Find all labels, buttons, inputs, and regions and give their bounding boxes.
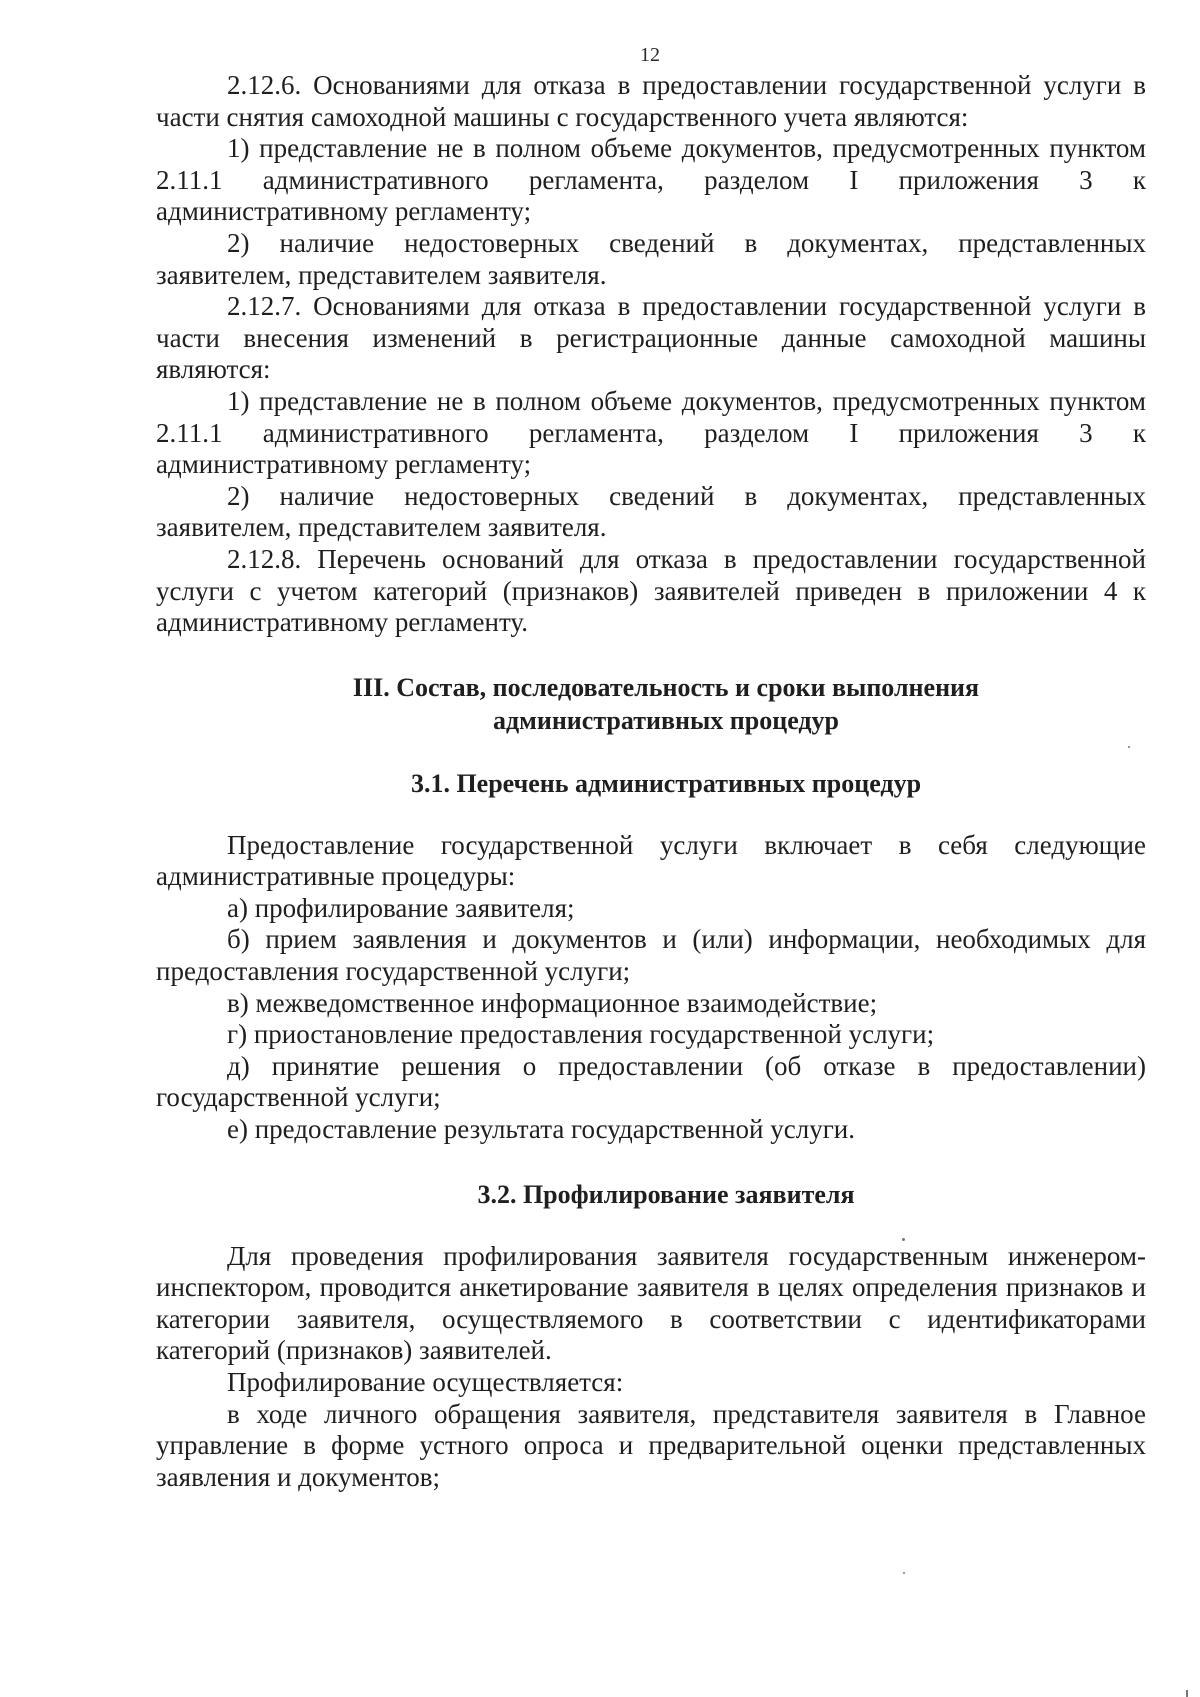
subsection-3-2-paragraph-1: Для проведения профилирования заявителя государственным инженером-инспектором, проводится анкетирование заявителя в целях определения признаков и категории заявителя, осуществляемого в соответствии с идентификаторами категорий (признаков) заявителей.: [156, 1240, 1146, 1366]
paragraph-2-12-7-item-2: 2) наличие недостоверных сведений в документах, представленных заявителем, представителем заявителя.: [156, 480, 1146, 543]
procedure-item-g: г) приостановление предоставления государственной услуги;: [227, 1019, 935, 1050]
scan-speck: [1128, 746, 1130, 748]
procedure-item-b: б) прием заявления и документов и (или) информации, необходимых для предоставления государственной услуги;: [156, 924, 1146, 987]
paragraph-2-12-6-item-2: 2) наличие недостоверных сведений в документах, представленных заявителем, представителем заявителя.: [156, 227, 1146, 290]
subsection-3-2-paragraph-2: Профилирование осуществляется:: [227, 1367, 624, 1397]
section-3-title-line-1: III. Состав, последовательность и сроки выполнения: [352, 672, 980, 702]
procedure-item-d: д) принятие решения о предоставлении (об отказе в предоставлении) государственной услуги;: [156, 1050, 1146, 1113]
subsection-3-1-intro: Предоставление государственной услуги включает в себя следующие административные процедуры:: [156, 829, 1146, 892]
paragraph-2-12-7: 2.12.7. Основаниями для отказа в предоставлении государственной услуги в части внесения изменений в регистрационные данные самоходной машины являются:: [156, 291, 1146, 385]
procedure-item-v: в) межведомственное информационное взаимодействие;: [227, 987, 878, 1018]
paragraph-2-12-6: 2.12.6. Основаниями для отказа в предоставлении государственной услуги в части снятия самоходной машины с государственного учета являются:: [156, 70, 1146, 132]
procedure-item-a: а) профилирование заявителя;: [227, 892, 575, 923]
scan-speck: [903, 1572, 905, 1574]
paragraph-2-12-8: 2.12.8. Перечень оснований для отказа в предоставлении государственной услуги с учетом категорий (признаков) заявителей приведен в приложении 4 к административному регламенту.: [156, 543, 1146, 638]
subsection-3-2-title: 3.2. Профилирование заявителя: [477, 1179, 855, 1209]
scan-speck: [902, 1238, 905, 1241]
page-number: 12: [640, 44, 660, 66]
procedure-item-e: е) предоставление результата государственной услуги.: [227, 1114, 855, 1145]
scan-speck: [1186, 1690, 1188, 1697]
subsection-3-1-title: 3.1. Перечень административных процедур: [410, 768, 922, 798]
paragraph-2-12-7-item-1: 1) представление не в полном объеме документов, предусмотренных пунктом 2.11.1 административного регламента, разделом I приложения 3 к административному регламенту;: [156, 385, 1146, 480]
paragraph-2-12-6-item-1: 1) представление не в полном объеме документов, предусмотренных пунктом 2.11.1 административного регламента, разделом I приложения 3 к административному регламенту;: [156, 133, 1146, 227]
section-3-title-line-2: административных процедур: [492, 705, 840, 735]
subsection-3-2-paragraph-3: в ходе личного обращения заявителя, представителя заявителя в Главное управление в форме устного опроса и предварительной оценки представленных заявления и документов;: [156, 1398, 1146, 1492]
page-content: [156, 70, 1146, 1493]
